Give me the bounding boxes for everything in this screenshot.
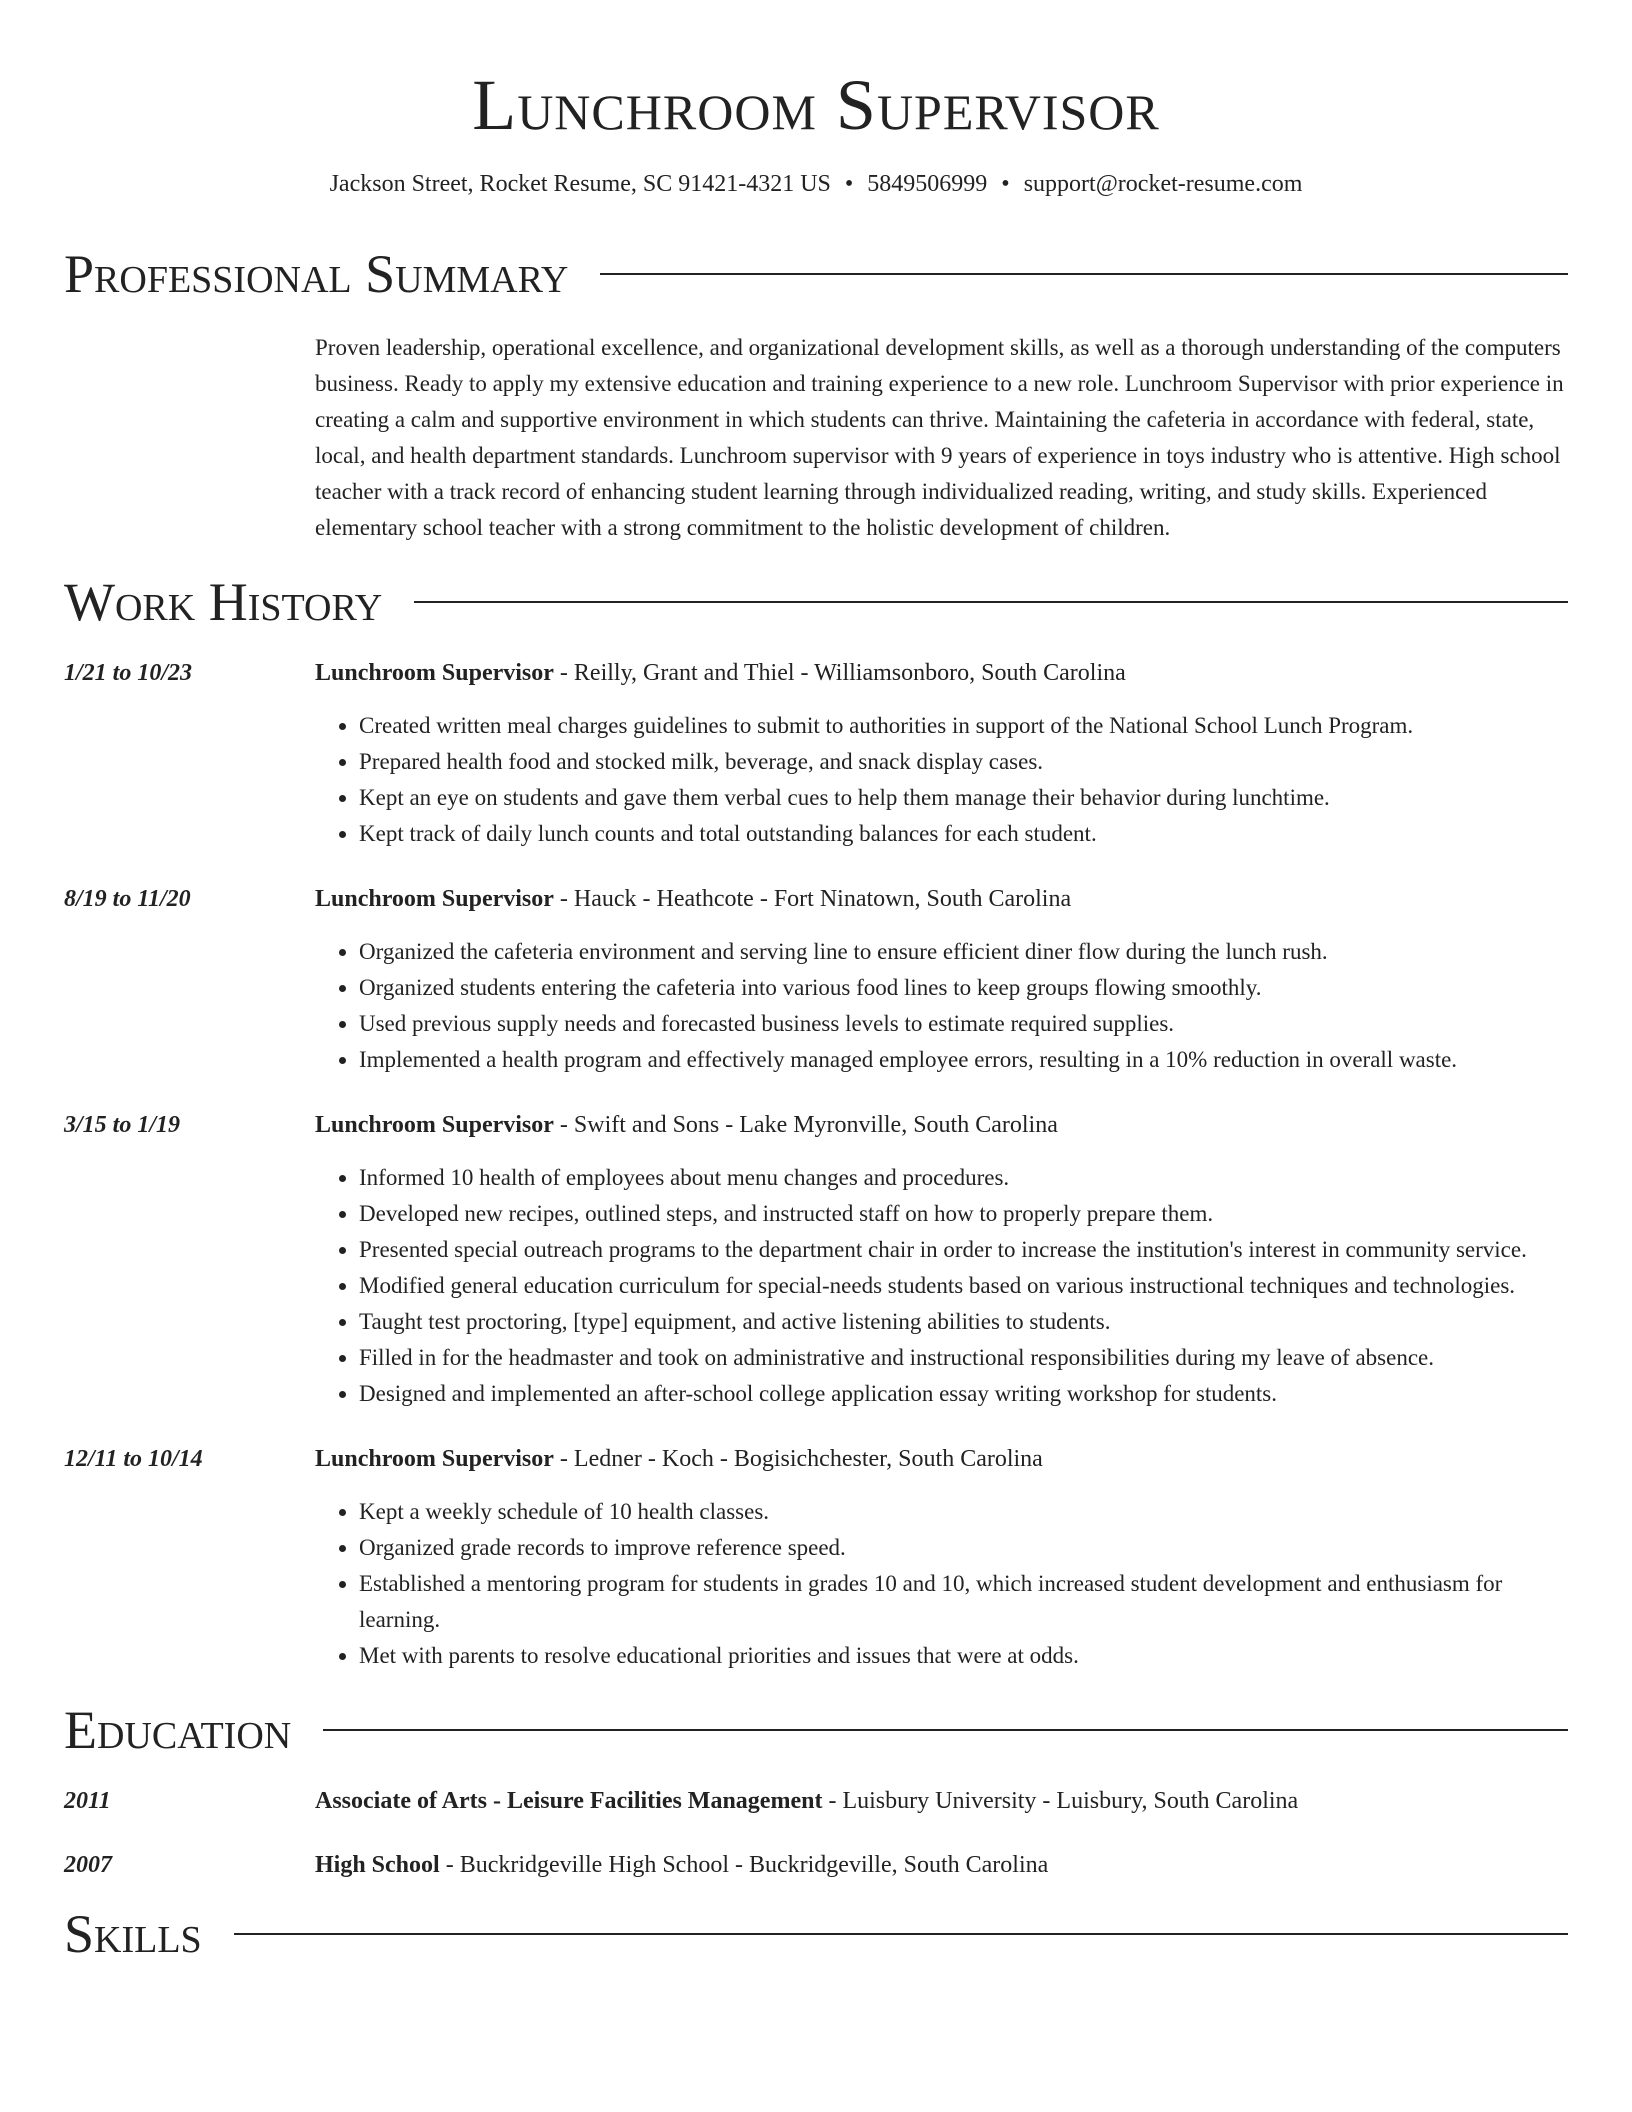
work-history-list <box>64 656 1568 1674</box>
bullet-item: • Developed new recipes, outlined steps, and instructed staff on how to properly prepare them. <box>359 1196 1568 1232</box>
work-entry-bullets <box>315 708 1568 852</box>
bullet-item: • Informed 10 health of employees about menu changes and procedures. <box>359 1160 1568 1196</box>
bullet-item: • Created written meal charges guidelines to submit to authorities in support of the National School Lunch Program. <box>359 708 1568 744</box>
work-heading: Work History <box>64 572 383 632</box>
work-entry-date: 12/11 to 10/14 <box>64 1446 203 1472</box>
section-divider <box>234 1933 1568 1935</box>
summary-heading: Professional Summary <box>64 244 569 304</box>
work-entry-bullets <box>315 1494 1568 1674</box>
education-heading: Education <box>64 1700 292 1760</box>
summary-section-header <box>64 244 1568 304</box>
bullet-item: • Kept a weekly schedule of 10 health classes. <box>359 1494 1568 1530</box>
work-entry-employer: - Swift and Sons - Lake Myronville, South Carolina <box>553 1112 1058 1138</box>
education-entry-title-line <box>315 1784 1568 1818</box>
work-entry-date: 1/21 to 10/23 <box>64 660 193 686</box>
bullet-item: • Modified general education curriculum for special-needs students based on various instructional techniques and technologies. <box>359 1268 1568 1304</box>
education-entry-degree: High School <box>315 1852 440 1878</box>
education-entry-school: - Buckridgeville High School - Buckridgeville, South Carolina <box>439 1852 1049 1878</box>
bullet-item: • Designed and implemented an after-school college application essay writing workshop for students. <box>359 1376 1568 1412</box>
education-section-header <box>64 1700 1568 1760</box>
work-entry-title-line <box>315 882 1568 916</box>
work-entry-title-line <box>315 1108 1568 1142</box>
bullet-item: • Taught test proctoring, [type] equipment, and active listening abilities to students. <box>359 1304 1568 1340</box>
bullet-item: • Met with parents to resolve educational priorities and issues that were at odds. <box>359 1638 1568 1674</box>
section-divider <box>323 1729 1568 1731</box>
work-entry <box>64 1442 1568 1674</box>
education-entry-school: - Luisbury University - Luisbury, South Carolina <box>822 1788 1299 1814</box>
candidate-name: Lunchroom Supervisor <box>472 65 1160 145</box>
contact-separator: • <box>1001 171 1010 197</box>
education-entry-degree: Associate of Arts - Leisure Facilities Management <box>315 1788 823 1814</box>
work-section-header <box>64 572 1568 632</box>
work-entry-bullets <box>315 934 1568 1078</box>
education-entry-date: 2011 <box>64 1788 111 1814</box>
work-entry-employer: - Reilly, Grant and Thiel - Williamsonboro, South Carolina <box>553 660 1126 686</box>
section-divider <box>600 273 1568 275</box>
work-entry-bullets <box>315 1160 1568 1412</box>
bullet-item: • Organized the cafeteria environment and serving line to ensure efficient diner flow during the lunch rush. <box>359 934 1568 970</box>
work-entry-title: Lunchroom Supervisor <box>315 660 554 686</box>
contact-email: support@rocket-resume.com <box>1023 171 1303 197</box>
bullet-item: • Kept an eye on students and gave them verbal cues to help them manage their behavior during lunchtime. <box>359 780 1568 816</box>
work-entry-employer: - Ledner - Koch - Bogisichchester, South Carolina <box>553 1446 1043 1472</box>
bullet-item: • Established a mentoring program for students in grades 10 and 10, which increased student development and enthusiasm for learning. <box>359 1566 1568 1638</box>
summary-text: Proven leadership, operational excellence, and organizational development skills, as well as a thorough understanding of the computers business. Ready to apply my extensive education and training experience to a new role. Lunchroom Supervisor with prior experience in creating a calm and supportive environment in which students can thrive. Maintaining the cafeteria in accordance with federal, state, local, and health department standards. Lunchroom supervisor with 9 years of experience in toys industry who is attentive. High school teacher with a track record of enhancing student learning through individualized reading, writing, and study skills. Experienced elementary school teacher with a strong commitment to the holistic development of children. <box>315 335 1564 540</box>
work-entry-title-line <box>315 656 1568 690</box>
contact-address: Jackson Street, Rocket Resume, SC 91421-4321 US <box>329 171 831 197</box>
skills-section-header <box>64 1904 1568 1964</box>
bullet-item: • Implemented a health program and effectively managed employee errors, resulting in a 10% reduction in overall waste. <box>359 1042 1568 1078</box>
education-entry-title-line <box>315 1848 1568 1882</box>
work-entry-title: Lunchroom Supervisor <box>315 1446 554 1472</box>
resume-page <box>64 0 1568 1964</box>
bullet-item: • Filled in for the headmaster and took on administrative and instructional responsibilities during my leave of absence. <box>359 1340 1568 1376</box>
bullet-item: • Kept track of daily lunch counts and total outstanding balances for each student. <box>359 816 1568 852</box>
education-entry <box>64 1848 1568 1882</box>
work-entry-title: Lunchroom Supervisor <box>315 1112 554 1138</box>
work-entry-date: 8/19 to 11/20 <box>64 886 191 912</box>
bullet-item: • Presented special outreach programs to the department chair in order to increase the institution's interest in community service. <box>359 1232 1568 1268</box>
work-entry-title: Lunchroom Supervisor <box>315 886 554 912</box>
contact-separator: • <box>844 171 854 197</box>
skills-heading: Skills <box>64 1904 202 1964</box>
contact-phone: 5849506999 <box>867 171 988 197</box>
education-list <box>64 1784 1568 1882</box>
work-entry-title-line <box>315 1442 1568 1476</box>
education-entry <box>64 1784 1568 1818</box>
work-entry <box>64 656 1568 852</box>
work-entry <box>64 882 1568 1078</box>
bullet-item: • Organized grade records to improve reference speed. <box>359 1530 1568 1566</box>
bullet-item: • Prepared health food and stocked milk, beverage, and snack display cases. <box>359 744 1568 780</box>
contact-line <box>64 168 1568 200</box>
education-entry-date: 2007 <box>64 1852 112 1878</box>
bullet-item: • Organized students entering the cafeteria into various food lines to keep groups flowing smoothly. <box>359 970 1568 1006</box>
work-entry-employer: - Hauck - Heathcote - Fort Ninatown, South Carolina <box>553 886 1072 912</box>
section-divider <box>414 601 1568 603</box>
work-entry <box>64 1108 1568 1412</box>
bullet-item: • Used previous supply needs and forecasted business levels to estimate required supplies. <box>359 1006 1568 1042</box>
work-entry-date: 3/15 to 1/19 <box>64 1112 181 1138</box>
